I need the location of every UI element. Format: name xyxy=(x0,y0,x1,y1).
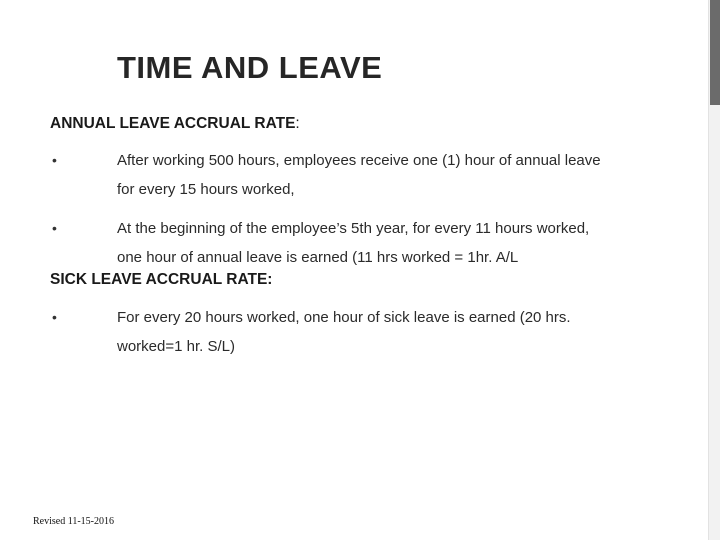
bullet-marker: • xyxy=(52,220,57,236)
right-edge-bar xyxy=(708,0,720,540)
annual-leave-heading xyxy=(50,115,300,133)
annual-leave-heading-colon: : xyxy=(295,115,300,132)
bullet-marker: • xyxy=(52,309,57,325)
annual-bullet-1-line-2: for every 15 hours worked, xyxy=(117,181,295,198)
annual-leave-heading-text: ANNUAL LEAVE ACCRUAL RATE xyxy=(50,115,296,132)
sick-bullet-1-line-2: worked=1 hr. S/L) xyxy=(117,338,235,355)
sick-bullet-1-line-1: For every 20 hours worked, one hour of sick leave is earned (20 hrs. xyxy=(117,309,571,326)
sick-leave-heading: SICK LEAVE ACCRUAL RATE: xyxy=(50,271,273,288)
annual-bullet-1-line-1: After working 500 hours, employees receive one (1) hour of annual leave xyxy=(117,152,601,169)
bullet-marker: • xyxy=(52,152,57,168)
annual-bullet-2-line-1: At the beginning of the employee’s 5th year, for every 11 hours worked, xyxy=(117,220,590,237)
revision-date: Revised 11-15-2016 xyxy=(33,516,115,527)
right-edge-accent xyxy=(710,0,720,105)
annual-bullet-2-line-2: one hour of annual leave is earned (11 hrs worked = 1hr. A/L xyxy=(117,249,519,266)
slide-title: TIME AND LEAVE xyxy=(117,50,383,85)
